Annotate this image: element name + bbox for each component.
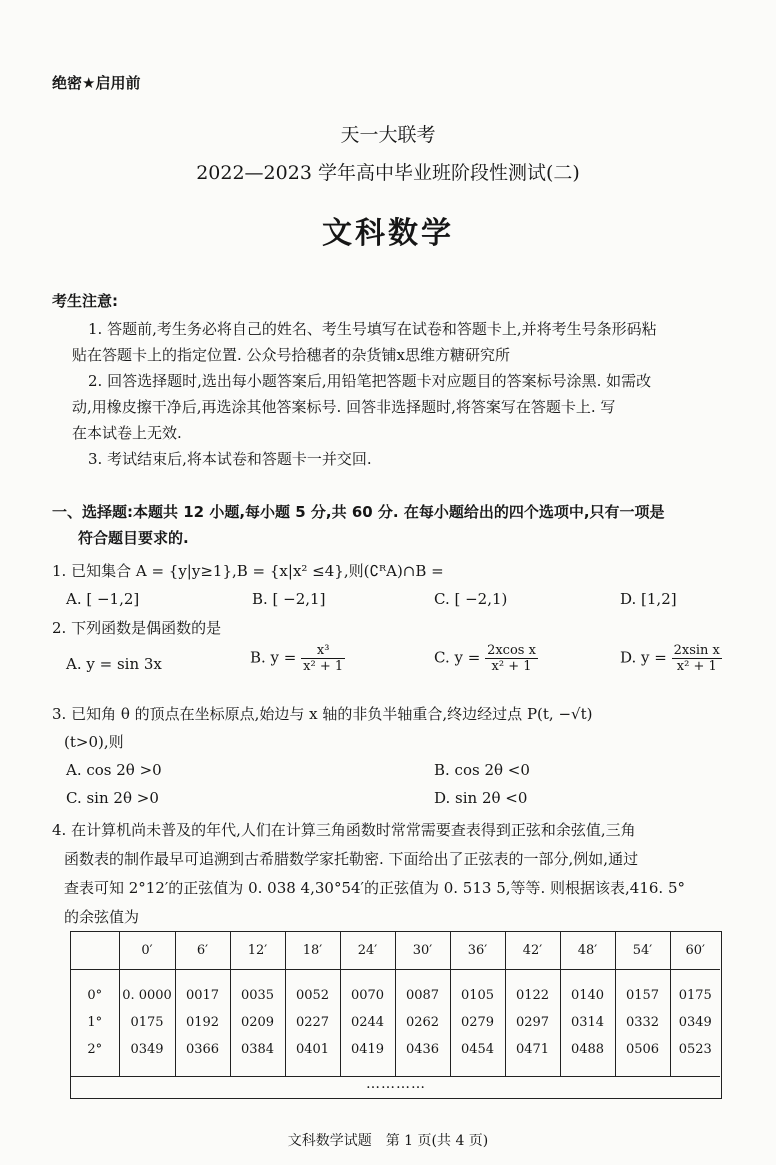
table-cell: 0192 — [175, 1009, 230, 1036]
q2-option-c — [434, 643, 538, 674]
spacer-cell — [450, 970, 505, 983]
table-cell: 0436 — [395, 1036, 450, 1063]
sine-table-grid — [71, 932, 720, 1077]
notice-line: 2. 回答选择题时,选出每小题答案后,用铅笔把答题卡对应题目的答案标号涂黑. 如需改 — [88, 372, 652, 390]
confidential-label: 绝密★启用前 — [52, 74, 141, 92]
column-header: 24′ — [340, 932, 395, 970]
column-header: 36′ — [450, 932, 505, 970]
fraction-numerator: 2xsin x — [673, 643, 720, 658]
q3-option-b: B. cos 2θ <0 — [434, 761, 530, 779]
table-row — [71, 982, 720, 1009]
spacer-cell — [175, 970, 230, 983]
pad-cell — [395, 1063, 450, 1077]
exam-organizer: 天一大联考 — [340, 124, 436, 146]
question-4-stem: 4. 在计算机尚未普及的年代,人们在计算三角函数时常常需要查表得到正弦和余弦值,三角 — [52, 821, 636, 839]
column-header: 6′ — [175, 932, 230, 970]
question-2-stem: 2. 下列函数是偶函数的是 — [52, 619, 222, 637]
table-bottom-row — [71, 1063, 720, 1077]
pad-cell — [615, 1063, 670, 1077]
q2-option-d-fraction — [672, 643, 722, 674]
table-cell: 0105 — [450, 982, 505, 1009]
exam-subtitle: 2022—2023 学年高中毕业班阶段性测试(二) — [196, 162, 580, 184]
table-cell: 0244 — [340, 1009, 395, 1036]
fraction-denominator: x² + 1 — [491, 659, 532, 674]
table-cell: 0454 — [450, 1036, 505, 1063]
table-cell: 0070 — [340, 982, 395, 1009]
column-header: 60′ — [670, 932, 720, 970]
pad-cell — [340, 1063, 395, 1077]
q1-option-d: D. [1,2] — [620, 590, 677, 608]
column-header: 42′ — [505, 932, 560, 970]
spacer-cell — [230, 970, 285, 983]
pad-cell — [450, 1063, 505, 1077]
spacer-cell — [560, 970, 615, 983]
fraction-numerator: 2xcos x — [487, 643, 536, 658]
notice-heading: 考生注意: — [52, 292, 118, 310]
pad-cell — [560, 1063, 615, 1077]
table-cell: 0401 — [285, 1036, 340, 1063]
table-cell: 0. 0000 — [119, 982, 175, 1009]
table-row — [71, 1036, 720, 1063]
question-1-stem: 1. 已知集合 A = {y|y≥1},B = {x|x² ≤4},则(∁ᴿA)∩B = — [52, 562, 444, 580]
table-cell: 0471 — [505, 1036, 560, 1063]
table-cell: 0332 — [615, 1009, 670, 1036]
spacer-cell — [340, 970, 395, 983]
q1-option-a: A. [ −1,2] — [66, 590, 140, 608]
section-heading: 一、选择题:本题共 12 小题,每小题 5 分,共 60 分. 在每小题给出的四个选项中,只有一项是 — [52, 503, 665, 521]
table-cell: 0314 — [560, 1009, 615, 1036]
spacer-cell — [395, 970, 450, 983]
q2-option-b-fraction — [301, 643, 345, 674]
table-cell: 0140 — [560, 982, 615, 1009]
exam-title: 文科数学 — [322, 216, 454, 251]
column-header: 0′ — [119, 932, 175, 970]
fraction-denominator: x² + 1 — [303, 659, 344, 674]
pad-cell — [175, 1063, 230, 1077]
table-cell: 0122 — [505, 982, 560, 1009]
column-header: 18′ — [285, 932, 340, 970]
q2-option-d — [620, 643, 722, 674]
column-header: 48′ — [560, 932, 615, 970]
table-cell: 0157 — [615, 982, 670, 1009]
table-cell: 0262 — [395, 1009, 450, 1036]
table-cell: 0349 — [678, 1015, 712, 1030]
table-cell: 0384 — [230, 1036, 285, 1063]
table-row — [71, 1009, 720, 1036]
q2-option-a: A. y = sin 3x — [66, 655, 162, 673]
spacer-cell — [615, 970, 670, 983]
table-cell: 0366 — [175, 1036, 230, 1063]
sine-table — [70, 931, 722, 1099]
question-4-stem-cont: 的余弦值为 — [64, 908, 140, 926]
table-cell: 0506 — [615, 1036, 670, 1063]
fraction-denominator: x² + 1 — [676, 659, 717, 674]
question-4-stem-cont: 函数表的制作最早可追溯到古希腊数学家托勒密. 下面给出了正弦表的一部分,例如,通过 — [64, 850, 639, 868]
table-ellipsis: ………… — [366, 1076, 426, 1092]
table-cell: 0523 — [678, 1042, 712, 1057]
table-cell: 0035 — [230, 982, 285, 1009]
column-header: 12′ — [230, 932, 285, 970]
table-cell: 0419 — [340, 1036, 395, 1063]
q3-option-d: D. sin 2θ <0 — [434, 789, 528, 807]
table-spacer-row — [71, 970, 720, 983]
sine-table-header-row — [71, 932, 720, 970]
q2-option-c-fraction — [485, 643, 538, 674]
spacer-cell — [71, 970, 119, 983]
q3-option-c: C. sin 2θ >0 — [66, 789, 159, 807]
column-header: 30′ — [395, 932, 450, 970]
table-corner-cell — [71, 932, 119, 970]
page-footer: 文科数学试题 第 1 页(共 4 页) — [287, 1133, 489, 1149]
pad-cell — [505, 1063, 560, 1077]
pad-cell — [285, 1063, 340, 1077]
row-degree-label: 2° — [71, 1036, 119, 1063]
table-cell: 0488 — [560, 1036, 615, 1063]
q1-option-b: B. [ −2,1] — [252, 590, 326, 608]
question-3-stem: 3. 已知角 θ 的顶点在坐标原点,始边与 x 轴的非负半轴重合,终边经过点 P(t, −√t) — [52, 705, 593, 723]
spacer-cell — [119, 970, 175, 983]
table-cell: 0175 — [119, 1009, 175, 1036]
pad-cell — [119, 1063, 175, 1077]
table-cell: 0297 — [505, 1009, 560, 1036]
table-cell: 0175 — [678, 988, 712, 1003]
notice-line: 在本试卷上无效. — [72, 424, 182, 442]
spacer-cell — [670, 970, 720, 983]
table-cell: 0279 — [450, 1009, 505, 1036]
column-header: 54′ — [615, 932, 670, 970]
q3-option-a: A. cos 2θ >0 — [66, 761, 162, 779]
table-cell: 0087 — [395, 982, 450, 1009]
table-cell: 0017 — [175, 982, 230, 1009]
table-cell: 0349 — [119, 1036, 175, 1063]
q1-option-c: C. [ −2,1) — [434, 590, 508, 608]
notice-line: 1. 答题前,考生务必将自己的姓名、考生号填写在试卷和答题卡上,并将考生号条形码粘 — [88, 320, 657, 338]
spacer-cell — [505, 970, 560, 983]
pad-cell — [670, 1063, 720, 1077]
pad-cell — [230, 1063, 285, 1077]
q2-option-d-prefix: D. y = — [620, 648, 667, 667]
q2-option-b-prefix: B. y = — [250, 648, 297, 667]
question-3-stem-cont: (t>0),则 — [64, 733, 124, 751]
row-degree-label: 1° — [71, 1009, 119, 1036]
fraction-numerator: x³ — [301, 643, 345, 659]
section-heading-cont: 符合题目要求的. — [78, 529, 189, 547]
q2-option-c-prefix: C. y = — [434, 648, 481, 667]
table-cell: 0209 — [230, 1009, 285, 1036]
notice-line: 3. 考试结束后,将本试卷和答题卡一并交回. — [88, 450, 372, 468]
table-cell: 0052 — [285, 982, 340, 1009]
table-cell: 0227 — [285, 1009, 340, 1036]
q2-option-b — [250, 643, 345, 674]
row-degree-label: 0° — [71, 982, 119, 1009]
notice-line: 贴在答题卡上的指定位置. 公众号拾穗者的杂货铺x思维方糖研究所 — [72, 346, 510, 364]
question-4-stem-cont: 查表可知 2°12′的正弦值为 0. 038 4,30°54′的正弦值为 0. 513 5,等等. 则根据该表,416. 5° — [64, 879, 686, 897]
pad-cell — [71, 1063, 119, 1077]
spacer-cell — [285, 970, 340, 983]
notice-line: 动,用橡皮擦干净后,再选涂其他答案标号. 回答非选择题时,将答案写在答题卡上. 写 — [72, 398, 616, 416]
